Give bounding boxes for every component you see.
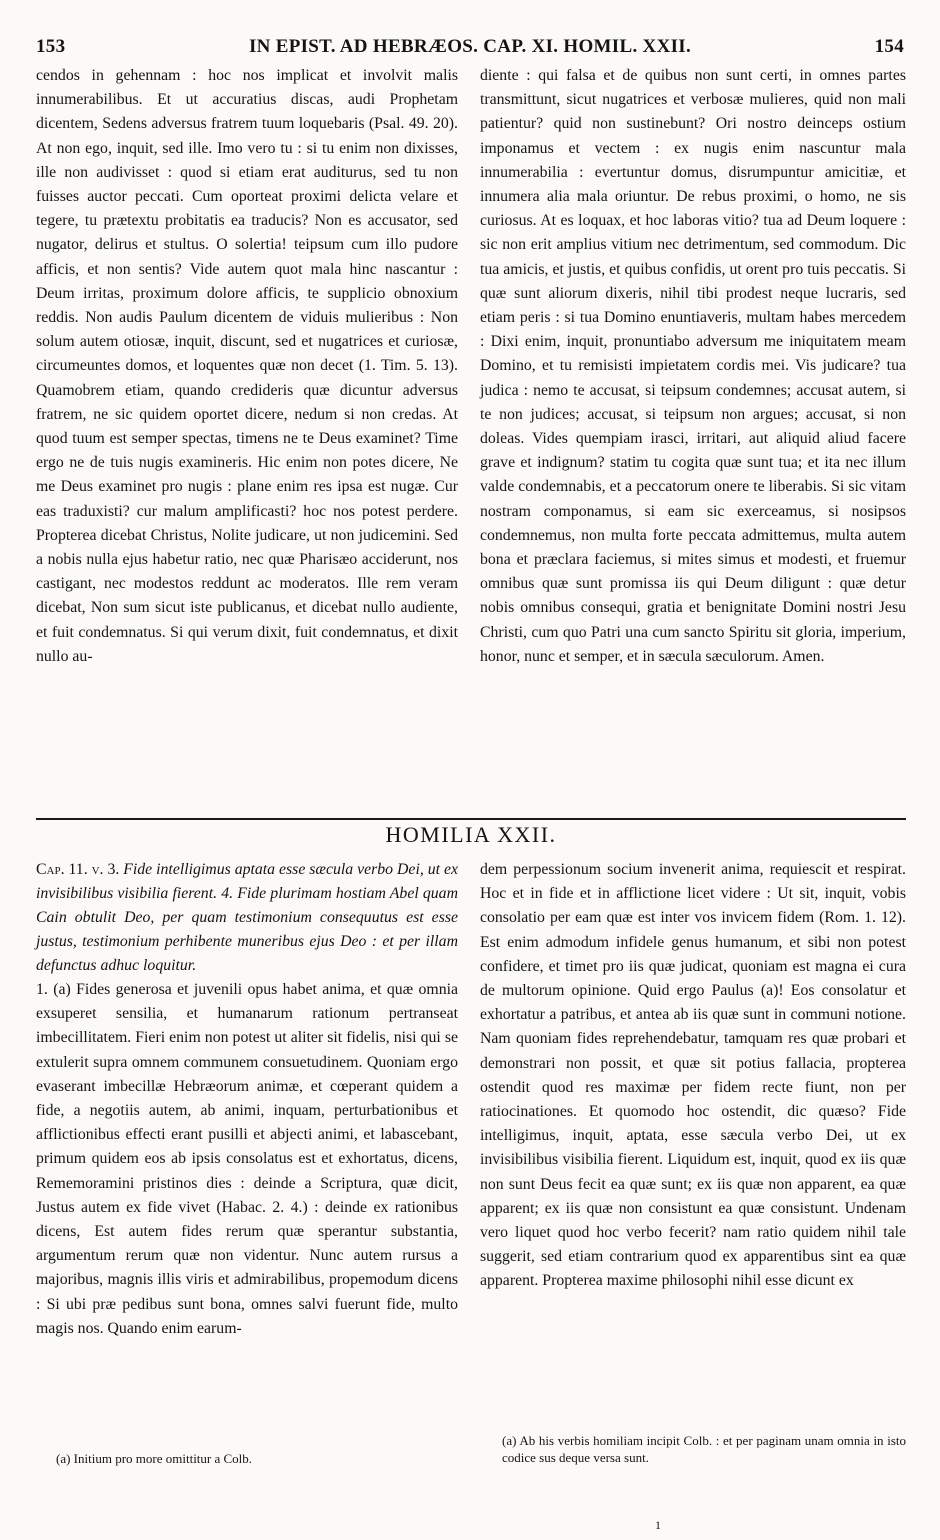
body-paragraph: dem perpessionum socium invenerit anima, requiescit et respirat. Hoc et in fide et in afflictione licet videre : Ut sit, inquit, vobis consolatio per eam quæ est inter vos invicem fidem (Rom. 1. 12). Est enim admodum infidele genus humanum, et sibi non potest confidere, et timet pro iis quæ judicat, quoniam est magna ei cura de multorum opinione. Quid ergo Paulus (a)! Eos consolatur et exhortatur a patribus, et antea ab iis quæ sunt in communi notione. Nam quoniam fides reprehendebatur, tamquam res quæ probari et demonstrari non possit, et quæ sit potius fallacia, propterea ostendit quod res maximæ per fidem recte fiunt, non per ratiocinationes. Et quomodo hoc ostendit, dic quæso? Fide intelligimus, inquit, aptata, esse sæcula verbo Dei, ut ex invisibilibus visibilia fierent. Liquidum est, inquit, quod ex iis quæ non sunt Deus fecit ea quæ sunt; ex iis quæ non apparent, ea quæ apparent; ex iis quæ non consistunt ea quæ consistunt. Undenam vero liquet quod hoc verbo fecerit? nam ratio quidem nihil tale suggerit, sed etiam contrarium quod ex apparentibus sint ea quæ apparent. Propterea maxime philosophi nihil esse dicunt ex <box>480 861 906 1290</box>
chapter-summary <box>36 858 458 978</box>
top-right-column <box>480 64 906 669</box>
bottom-left-column <box>36 858 458 1341</box>
body-paragraph: diente : qui falsa et de quibus non sunt certi, in omnes partes transmittunt, sicut nugatrices et verbosæ mulieres, quid non mali patientur? quid non sustinebunt? Ori nostro deinceps ostium imponamus et vectem : ex nugis enim nascuntur mala innumerabilia : evertuntur domus, disrumpuntur amicitiæ, et innumera alia mala oriuntur. De rebus proximi, o homo, ne sis curiosus. At es loquax, et hoc laboras vitio? tua ad Deum loquere : sic non erit amplius vitium nec detrimentum, sed commodum. Dic tua amicis, et justis, et quibus confidis, ut orent pro tuis peccatis. Si quæ sunt aliorum dixeris, nihil tibi prodest neque lucraris, sed etiam peris : si tua Domino enuntiaveris, multam habes mercedem : Dixi enim, inquit, pronuntiabo adversum me iniquitatem meam Domino, et tu remisisti impietatem cordis mei. Vis judicare? tua judica : nemo te accusat, si teipsum condemnes; accusat autem, si te non judices; accusat, si teipsum non argues; accusat, si non doleas. Vides quempiam irasci, irritari, aut aliquid aliud facere grave et indignum? statim tu cogita quæ sunt tua; et ita nec illum valde condemnabis, et a peccatorum onere te liberabis. Si sic vitam nostram componamus, si eam sic exerceamus, si nosipsos condemnemus, non multa forte peccata admittemus, multa autem bona et præclara faciemus, si mites simus et modesti, et fruemur omnibus quæ sunt promissa iis qui Deum diligunt : quæ detur nobis omnibus consequi, gratia et benignitate Domini nostri Jesu Christi, cum quo Patri una cum sancto Spiritu sit gloria, imperium, honor, nunc et semper, et in sæcula sæculorum. Amen. <box>480 67 906 665</box>
page-number-right: 154 <box>874 36 904 57</box>
summary-text: Fide intelligimus aptata esse sæcula verbo Dei, ut ex invisibilibus visibilia fierent. 4. Fide plurimam hostiam Abel quam Cain obtulit Deo, per quam testimonium consequutus est esse justus, testimonium perhibente muneribus ejus Deo : et per illam defunctus adhuc loquitur. <box>36 861 458 974</box>
body-paragraph: cendos in gehennam : hoc nos implicat et involvit malis innumerabilibus. Et ut accuratius discas, audi Prophetam dicentem, Sedens adversus fratrem tuum loquebaris (Psal. 49. 20). At non ego, inquit, sed ille. Imo vero tu : si tu enim non dixisses, ille non audivisset : quod si etiam erat auditurus, sed tu non fuisses auctor peccati. Cum oporteat proximi delicta velare et tegere, tu prætextu probitatis ea traducis? Non es accusator, sed nugator, delirus et stultus. O solertia! teipsum cum illo pudore afficis, et non sentis? Vide autem quot mala hinc nascantur : Deum irritas, proximum dolore afficis, te supplicio obnoxium reddis. Non audis Paulum dicentem de viduis mulieribus : Non solum autem otiosæ, inquit, discunt, sed et nugatrices et curiosæ, circumeuntes domos, et loquentes quæ non decet (1. Tim. 5. 13). Quamobrem etiam, quando credideris quæ dicuntur adversus fratrem, ne sic quidem oportet dicere, nedum si non credas. At quod tuum est semper spectas, timens ne te Deus examinet? Time ergo ne de tuis nugis examineris. Hic enim non potes dicere, Ne me Deus examinet pro nugis : plane enim res ipsa est nugæ. Cur eas traduxisti? cur malum amplificasti? hoc nos potest perdere. Propterea dicebat Christus, Nolite judicare, ut non judicemini. Sed a nobis nulla ejus habetur ratio, nec quæ Pharisæo acciderunt, nos castigant, nec modestos reddunt ac moderatos. Ille rem veram dicebat, Non sum sicut iste publicanus, et dicebat nullo audiente, et fuit condemnatus. Si qui verum dixit, fuit condemnatus, et dixit nullo au- <box>36 67 458 665</box>
running-title: IN EPIST. AD HEBRÆOS. CAP. XI. HOMIL. XXII. <box>248 36 692 57</box>
top-left-column <box>36 64 458 669</box>
bottom-right-column <box>480 858 906 1294</box>
signature-mark: 1 <box>655 1518 661 1532</box>
chapter-reference: Cap. 11. v. 3. <box>36 861 120 878</box>
footnote-right: (a) Ab his verbis homiliam incipit Colb. : et per paginam unam omnia in isto codice sus deque versa sunt. <box>502 1433 906 1465</box>
footnote-left: (a) Initium pro more omittitur a Colb. <box>56 1451 253 1466</box>
running-header <box>36 36 904 60</box>
page-number-left: 153 <box>36 36 66 57</box>
section-divider <box>36 818 906 820</box>
homily-heading: HOMILIA XXII. <box>385 822 557 847</box>
body-paragraph: 1. (a) Fides generosa et juvenili opus habet anima, et quæ omnia exsuperet sensilia, et humanarum rationum pertranseat imbecillitatem. Fieri enim non potest ut aliter sit fidelis, nisi qui se extulerit supra omnem communem consuetudinem. Quoniam ergo evaserant imbecillæ Hebræorum animæ, et cœperant quidem a fide, a negotiis autem, ab animi, inquam, perturbationibus et afflictionibus effecti erant pusilli et abjecti animi, et labascebant, primum quidem eos ab ipsis consolatus est et exhortatus, dicens, Rememoramini pristinos dies : deinde a Scriptura, quæ dicit, Justus autem ex fide vivet (Habac. 2. 4.) : deinde ex rationibus dicens, Est autem fides rerum quæ sperantur substantia, argumentum rerum quæ non videntur. Nunc autem rursus a majoribus, magnis illis viris et admirabilibus, propemodum dicens : Si ubi præ pedibus sunt bona, omnes salvi fuerunt fide, multo magis nos. Quando enim earum- <box>36 981 458 1337</box>
